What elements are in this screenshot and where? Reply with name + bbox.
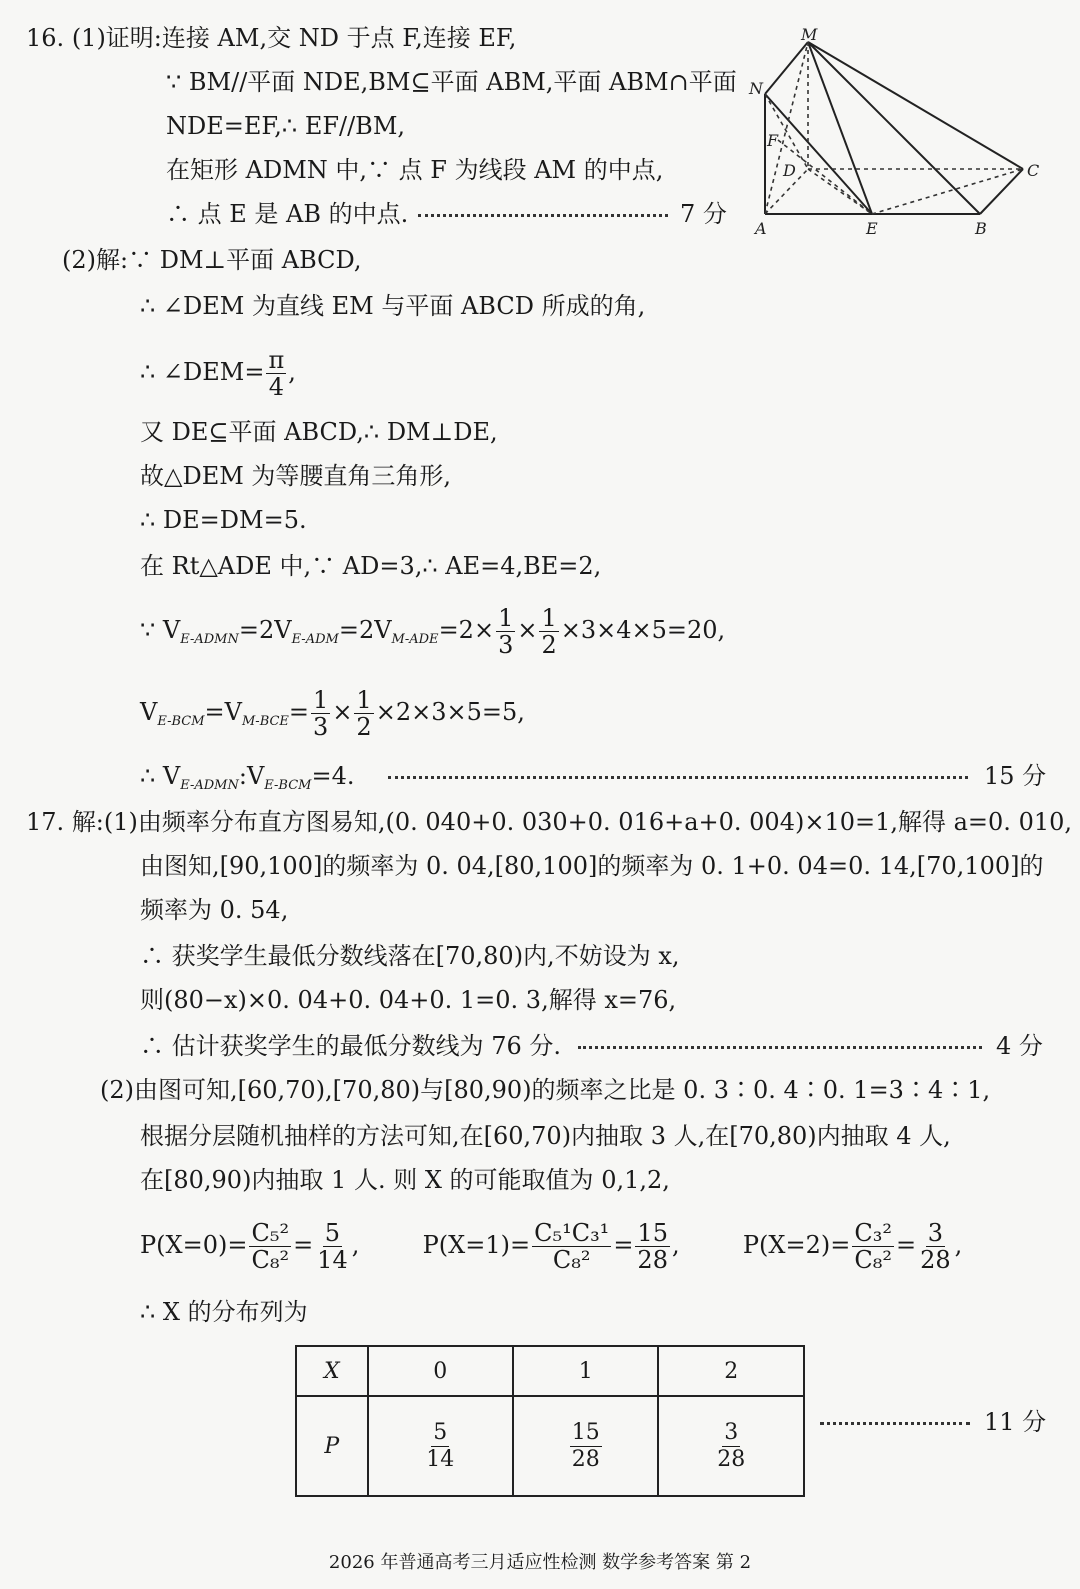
table-row	[296, 1346, 804, 1396]
score-mark: 11 分	[984, 1408, 1047, 1436]
table-cell: 0	[368, 1346, 513, 1396]
score-mark: 4 分	[996, 1032, 1043, 1060]
q17-text: 由图知,[90,100]的频率为 0. 04,[80,100]的频率为 0. 1+0. 04=0. 14,[70,100]的	[140, 852, 1044, 880]
dot-leader	[820, 1422, 970, 1429]
q17-number: 17.	[26, 808, 65, 836]
q16-text: ∴ ∠DEM=	[140, 358, 265, 386]
label-A: A	[755, 219, 767, 238]
fraction: $\frac{5}{14}$	[426, 1419, 455, 1472]
q17-text: ∴ 估计获奖学生的最低分数线为 76 分.	[140, 1032, 562, 1060]
fraction: $\frac{1}{2}$	[541, 604, 557, 659]
edge-BC	[980, 169, 1023, 214]
fraction: $\frac{15}{28}$	[571, 1419, 600, 1472]
q16-text: 故△DEM 为等腰直角三角形,	[140, 462, 452, 490]
label-E: E	[866, 219, 878, 238]
q16-part1-label: (1)证明:	[71, 24, 162, 52]
edge-MN	[765, 42, 808, 94]
q17-text: 解:(1)由频率分布直方图易知,(0. 040+0. 030+0. 016+a+0. 004)×10=1,解得 a=0. 010,	[71, 808, 1073, 836]
q17-text: ∴ X 的分布列为	[140, 1298, 308, 1326]
label-N: N	[749, 79, 763, 98]
q17-text: ∴ 获奖学生最低分数线落在[70,80)内,不妨设为 x,	[140, 942, 680, 970]
q16-text: 在矩形 ADMN 中,∵ 点 F 为线段 AM 的中点,	[166, 156, 664, 184]
label-M: M	[801, 25, 818, 44]
q16-text: ∴ 点 E 是 AB 的中点.	[166, 200, 409, 228]
q16-volume-line2: $V_{E-BCM}=V_{M-BCE}=$ $\frac{1}{3}$ × $\frac{1}{2}$ ×2×3×5=5,	[140, 686, 525, 741]
dot-leader	[388, 776, 968, 783]
fraction: $\frac{3}{28}$	[920, 1219, 951, 1274]
fraction: $\frac{3}{28}$	[717, 1419, 746, 1472]
q16-number: 16.	[26, 24, 65, 52]
q16-text: 在 Rt△ADE 中,∵ AD=3,∴ AE=4,BE=2,	[140, 552, 602, 580]
q16-volume-line1: ∵ $V_{E-ADMN}=2V_{E-ADM}=2V_{M-ADE}=2\times$ $\frac{1}{3}$ × $\frac{1}{2}$ ×3×4×5=20,	[140, 604, 726, 659]
geometry-figure	[745, 22, 1050, 242]
table-row	[296, 1396, 804, 1496]
q17-text: 则(80−x)×0. 04+0. 04+0. 1=0. 3,解得 x=76,	[140, 986, 677, 1014]
q16-text: NDE=EF,∴ EF//BM,	[166, 112, 406, 140]
q16-text: 连接 AM,交 ND 于点 F,连接 EF,	[161, 24, 517, 52]
fraction: $\frac{1}{3}$	[498, 604, 514, 659]
q16-part2-label: (2)解:	[62, 246, 129, 274]
distribution-table	[295, 1345, 805, 1497]
label-C: C	[1027, 161, 1040, 180]
label-F: F	[767, 131, 779, 150]
q17-line1	[26, 806, 1072, 838]
q16-angle-line: ∴ ∠DEM= $\frac{\pi}{4}$ ,	[140, 346, 296, 401]
fraction: $\frac{5}{14}$	[317, 1219, 348, 1274]
fraction: $\frac{\text{C₅¹C₃¹}}{\text{C₈²}}$	[534, 1219, 610, 1274]
fraction: $\frac{1}{3}$	[313, 686, 329, 741]
q17-text: 根据分层随机抽样的方法可知,在[60,70)内抽取 3 人,在[70,80)内抽取 4 人,	[140, 1122, 951, 1150]
q16-text: 又 DE⊆平面 ABCD,∴ DM⊥DE,	[140, 418, 498, 446]
q16-part2	[62, 244, 362, 276]
fraction: $\frac{15}{28}$	[637, 1219, 668, 1274]
q16-text: ∵ BM//平面 NDE,BM⊆平面 ABM,平面 ABM∩平面	[166, 68, 737, 96]
q17-prob-line: P(X=0)= $\frac{\text{C₅²}}{\text{C₈²}}$ = $\frac{5}{14}$ , P(X=1)= $\frac{\text{C₅¹C₃¹}}{\text{C₈²}}$ = $\frac{15}{28}$ , P(X=2)= $\frac{\text{C₃²}}{\text{C₈²}}$ = $\frac{3}{28}$ ,	[140, 1219, 963, 1274]
edge-NE	[765, 94, 872, 214]
score-mark: 7 分	[680, 200, 727, 228]
dot-leader	[578, 1046, 982, 1053]
q16-ratio-line: ∴ $V_{E-ADMN}:V_{E-BCM}=4$.	[140, 762, 355, 793]
table-cell	[513, 1396, 658, 1496]
fraction: $\frac{\text{C₅²}}{\text{C₈²}}$	[251, 1219, 290, 1274]
score-mark: 15 分	[984, 762, 1047, 790]
table-cell: P	[296, 1396, 368, 1496]
dot-leader	[418, 214, 668, 221]
q16-text: ∴ DE=DM=5.	[140, 506, 307, 534]
fraction: $\frac{\text{C₃²}}{\text{C₈²}}$	[854, 1219, 892, 1274]
table-cell	[658, 1396, 804, 1496]
fraction: $\frac{1}{2}$	[356, 686, 372, 741]
fraction: $\frac{\pi}{4}$	[268, 346, 285, 401]
label-B: B	[975, 219, 987, 238]
q16-line1	[26, 22, 516, 54]
table-cell: 2	[658, 1346, 804, 1396]
table-cell: 1	[513, 1346, 658, 1396]
table-cell: X	[296, 1346, 368, 1396]
edge-ME	[808, 42, 872, 214]
q16-text: ∴ ∠DEM 为直线 EM 与平面 ABCD 所成的角,	[140, 292, 646, 320]
q17-text: 在[80,90)内抽取 1 人. 则 X 的可能取值为 0,1,2,	[140, 1166, 670, 1194]
table-cell	[368, 1396, 513, 1496]
label-D: D	[783, 161, 796, 180]
q17-text: 频率为 0. 54,	[140, 896, 289, 924]
q16-text: ∵ DM⊥平面 ABCD,	[128, 246, 362, 274]
page-footer: 2026 年普通高考三月适应性检测 数学参考答案 第 2	[328, 1552, 752, 1573]
q17-text: (2)由图可知,[60,70),[70,80)与[80,90)的频率之比是 0. 3∶0. 4∶0. 1=3∶4∶1,	[100, 1076, 991, 1104]
